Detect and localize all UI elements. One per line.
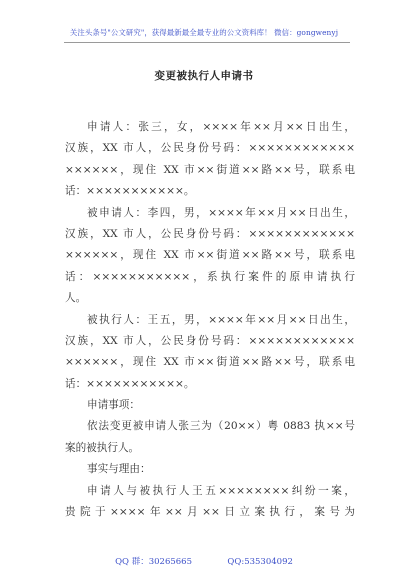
document-body [65, 117, 355, 523]
paragraph-line: 汉族，XX 市人，公民身份号码：×××××××××××× [65, 142, 355, 155]
paragraph-line: 案的被执行人。 [65, 441, 140, 454]
section-heading: 申请事项： [87, 399, 140, 412]
paragraph-line: 贵院于××××年××月××日立案执行，案号为 [65, 506, 355, 519]
footer-qq-group: QQ 群：30265665 [115, 557, 192, 567]
paragraph-line: ××××××，现住 XX 市××街道××路××号，联系电 [65, 163, 355, 176]
paragraph-line: 话：×××××××××××。 [65, 377, 195, 390]
paragraph-line: ××××××，现住 XX 市××街道××路××号，联系电 [65, 249, 355, 262]
header-divider [64, 42, 350, 43]
paragraph-line: 被申请人：李四，男，××××年××月××日出生， [87, 206, 355, 219]
paragraph-line: 申请人：张三，女，××××年××月××日出生， [87, 121, 355, 133]
paragraph-line: 汉族，XX 市人，公民身份号码：×××××××××××× [65, 334, 355, 347]
section-heading: 事实与理由： [87, 463, 151, 476]
header-note: 关注头条号"公文研究"，获得最新最全最专业的公文资料库！ 微信：gongwenyj [69, 28, 339, 37]
paragraph-line: 依法变更被申请人张三为（20××）粤 0883 执××号 [87, 420, 355, 433]
document-title: 变更被执行人申请书 [154, 70, 254, 82]
footer-qq: QQ:535304092 [227, 557, 293, 567]
paragraph-line: 汉族，XX 市人，公民身份号码：×××××××××××× [65, 227, 355, 240]
paragraph-line: 被执行人：王五，男，××××年××月××日出生， [87, 313, 355, 326]
paragraph-line: 人。 [65, 292, 87, 305]
footer-contact [0, 555, 408, 567]
paragraph-line: ××××××，现住 XX 市××街道××路××号，联系电 [65, 356, 355, 369]
paragraph-line: 话：×××××××××××，系执行案件的原申请执行 [65, 270, 355, 283]
paragraph-line: 申请人与被执行人王五××××××××纠纷一案， [87, 484, 355, 497]
paragraph-line: 话：×××××××××××。 [65, 185, 195, 198]
